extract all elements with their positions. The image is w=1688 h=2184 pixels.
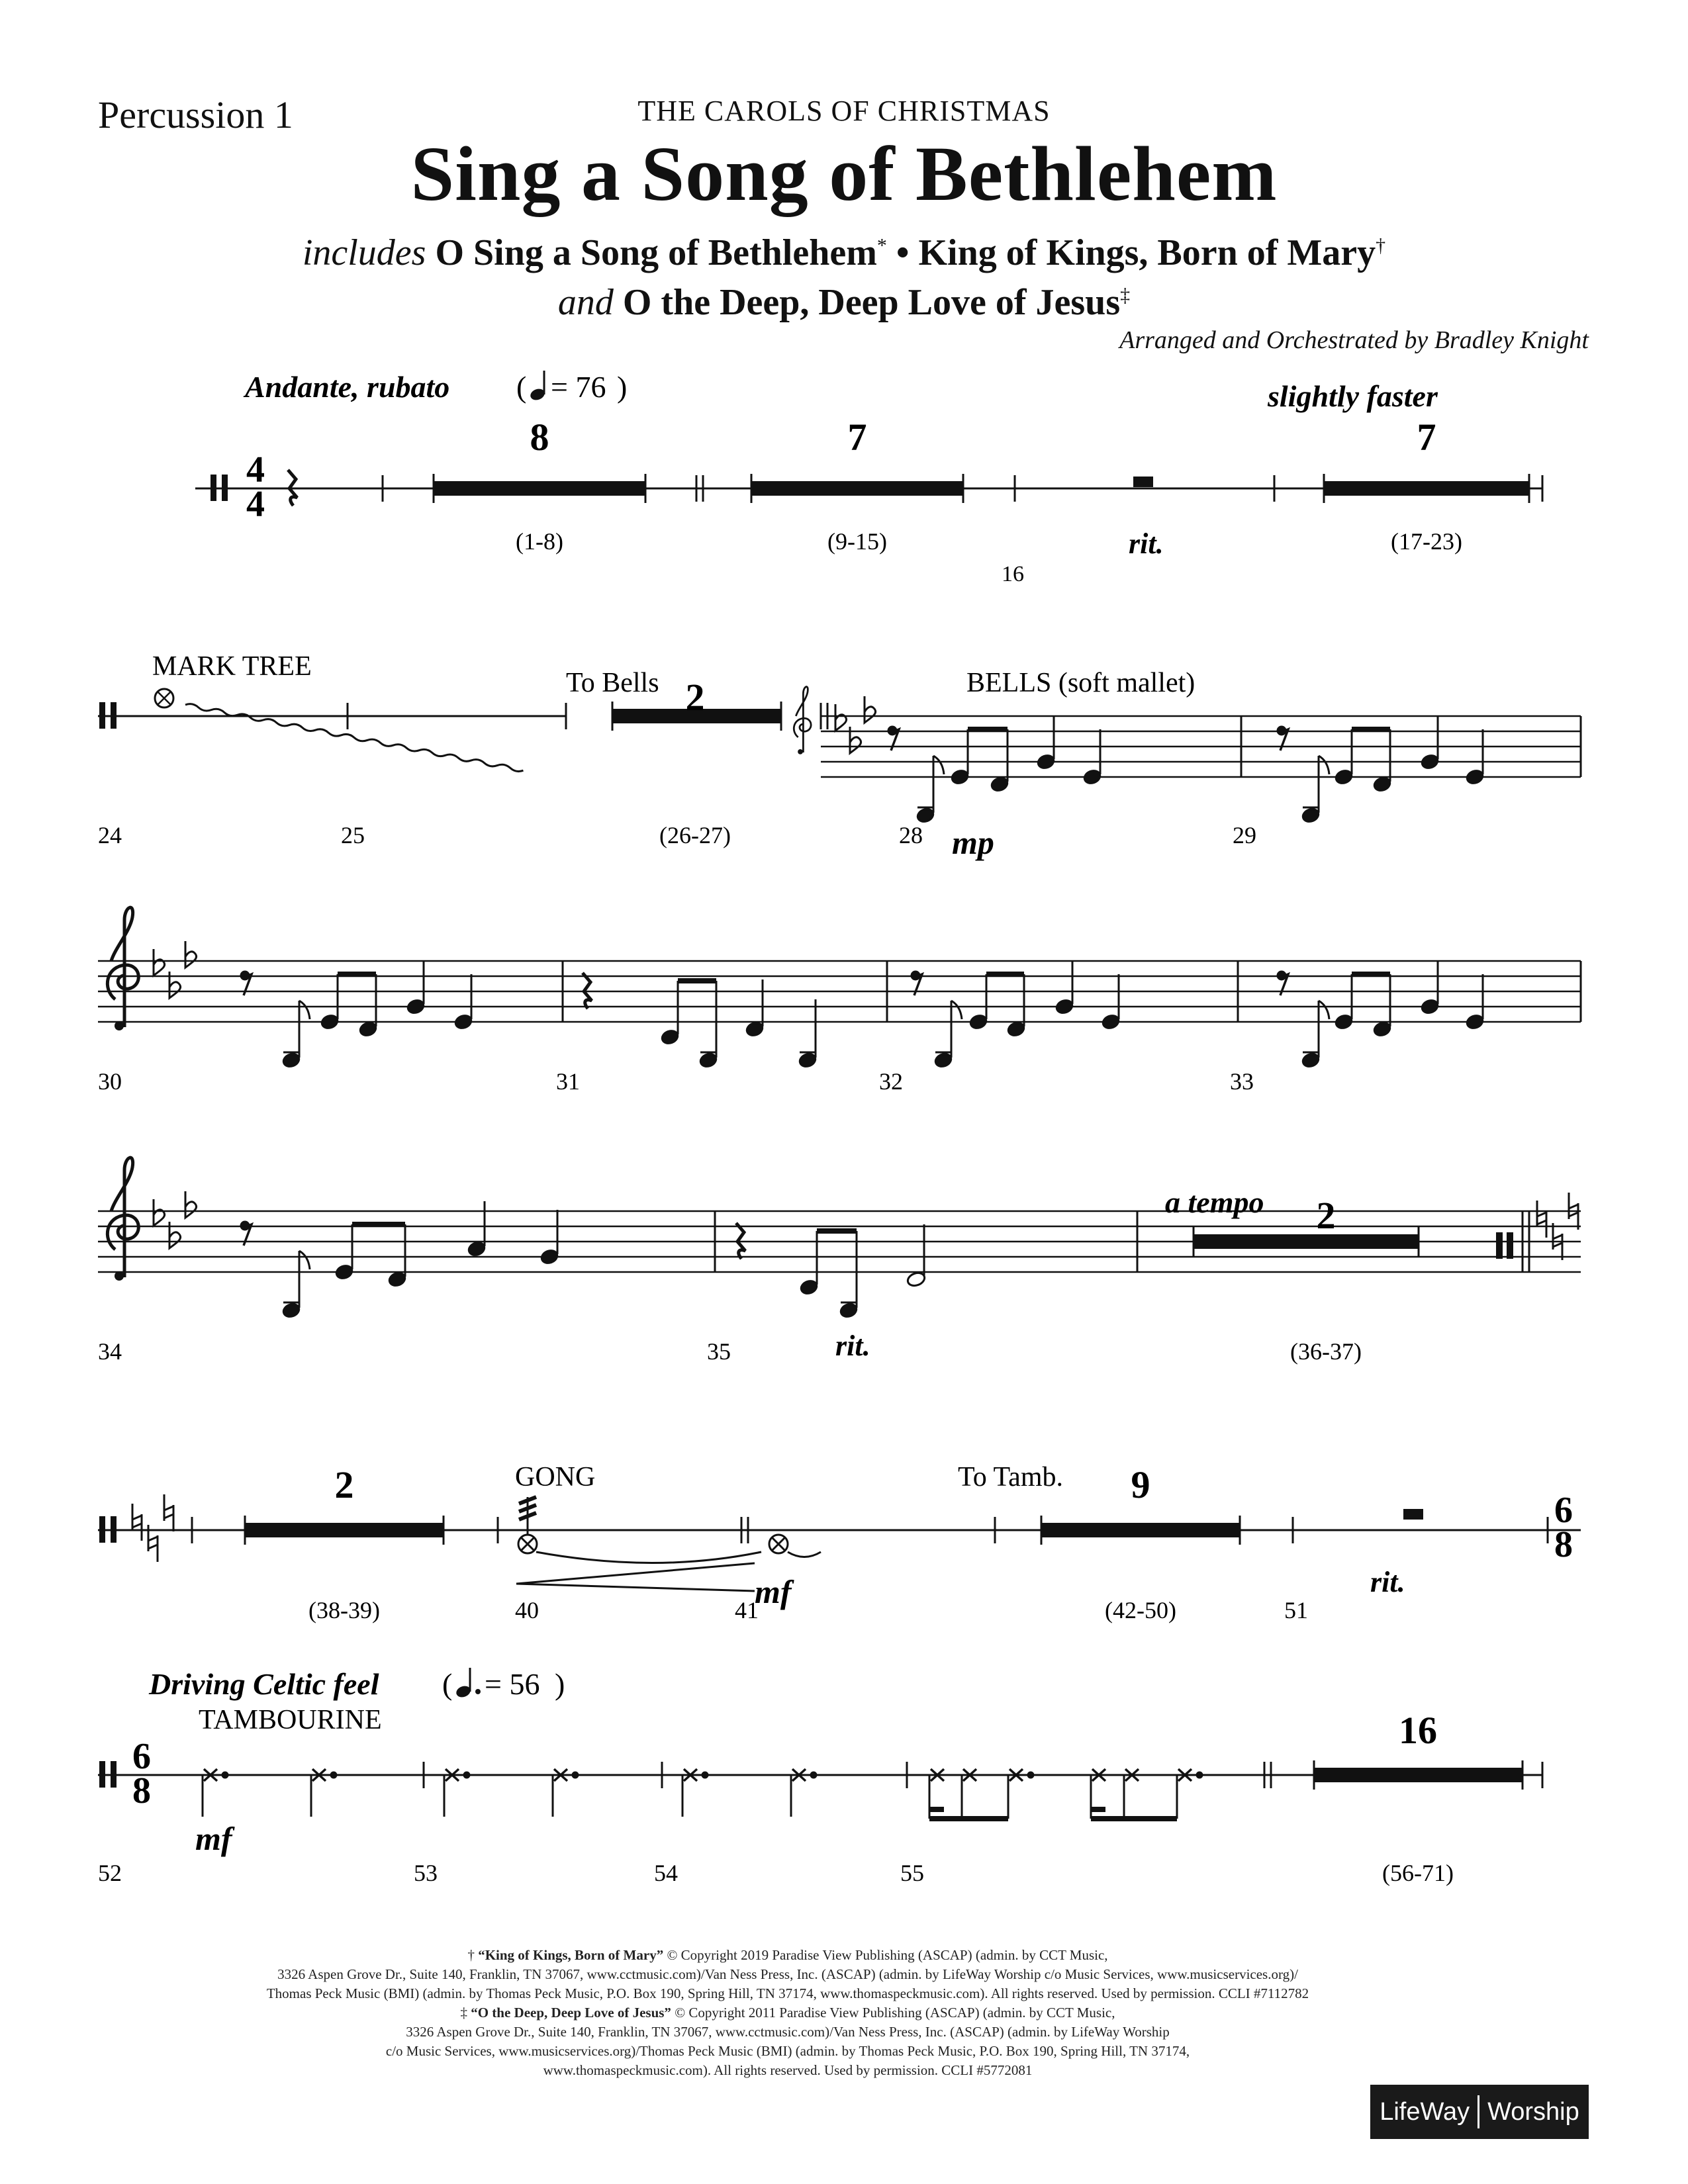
rest-count: 7 — [847, 416, 867, 459]
rit-marking: rit. — [835, 1330, 870, 1362]
footer-mark: † — [467, 1947, 479, 1963]
footer-song-title: “King of Kings, Born of Mary” — [478, 1947, 664, 1963]
measure-number: 54 — [654, 1860, 678, 1886]
tempo-marking-andante: Andante, rubato — [245, 370, 450, 404]
staff-system-3 — [98, 961, 1581, 1022]
multi-rest-bar — [1324, 481, 1529, 496]
footer-line: Thomas Peck Music (BMI) (admin. by Thomas Peck Music, P.O. Box 190, Spring Hill, TN 37174, www.thomaspeckmusic.com). All rights reserved. Used by permission. CCLI #7112782 — [266, 1985, 1309, 2001]
measure-number: 31 — [556, 1068, 580, 1095]
measure-54-notes — [682, 1769, 816, 1817]
flat-icon — [154, 949, 165, 976]
tempo-driving-celtic: Driving Celtic feel — [149, 1667, 379, 1701]
instrument-to-bells: To Bells — [566, 668, 659, 698]
measure-53-notes — [444, 1769, 578, 1817]
song-2-title: King of Kings, Born of Mary — [918, 232, 1376, 273]
tempo-a-tempo: a tempo — [1165, 1185, 1264, 1219]
footer-line: www.thomaspeckmusic.com). All rights reserved. Used by permission. CCLI #5772081 — [543, 2062, 1033, 2078]
footer-text: © Copyright 2011 Paradise View Publishing (ASCAP) (admin. by CCT Music, — [671, 2005, 1115, 2021]
natural-icon — [1537, 1201, 1546, 1238]
time-sig-top: 6 — [1554, 1490, 1573, 1531]
page-title: Sing a Song of Bethlehem — [410, 130, 1278, 217]
logo-divider — [1477, 2095, 1479, 2128]
measure-number: 51 — [1284, 1597, 1308, 1623]
treble-clef-icon — [107, 907, 138, 1030]
footer-line: 3326 Aspen Grove Dr., Suite 140, Franklin, TN 37067, www.cctmusic.com)/Van Ness Press, Inc. (ASCAP) (admin. by LifeWay Worship — [406, 2024, 1170, 2040]
tempo-paren-open: ( — [516, 370, 527, 404]
measure-number: 16 — [1002, 562, 1024, 586]
rest-range: (26-27) — [659, 822, 731, 848]
tempo-paren-open: ( — [442, 1667, 453, 1701]
footer-mark: ‡ — [460, 2005, 471, 2021]
measure-number: 33 — [1230, 1068, 1254, 1095]
multi-rest-bar — [751, 481, 963, 496]
song-2-mark: † — [1376, 234, 1386, 257]
includes-word: includes — [302, 232, 426, 273]
rest-range: (38-39) — [308, 1597, 380, 1623]
measure-31-notes — [583, 973, 817, 1069]
bullet: • — [896, 232, 910, 273]
multi-rest-bar — [1194, 1234, 1419, 1249]
rit-marking: rit. — [1129, 527, 1164, 560]
rest-count: 16 — [1399, 1709, 1437, 1752]
rest-range: (42-50) — [1105, 1597, 1176, 1623]
publisher-logo — [1370, 2085, 1589, 2139]
measure-35-notes — [736, 1223, 926, 1319]
part-name: Percussion 1 — [98, 93, 293, 136]
footer-line — [159, 1946, 1417, 1965]
rest-count: 2 — [1316, 1194, 1336, 1237]
crescendo-hairpin — [516, 1563, 755, 1591]
instrument-bells: BELLS (soft mallet) — [966, 668, 1196, 698]
measure-number: 29 — [1233, 822, 1256, 848]
measure-number: 24 — [98, 822, 122, 848]
multi-rest-bar — [1041, 1523, 1240, 1537]
series-title: THE CAROLS OF CHRISTMAS — [637, 95, 1051, 127]
measure-29-notes — [1278, 716, 1484, 824]
dynamic-mp: mp — [952, 824, 994, 861]
footer-line — [159, 2003, 1417, 2023]
rest-range: (1-8) — [516, 528, 563, 555]
multi-rest-bar — [245, 1523, 444, 1537]
song-3-mark: ‡ — [1120, 284, 1131, 306]
measure-number: 35 — [707, 1338, 731, 1365]
rest-count: 8 — [530, 416, 549, 459]
measure-52-notes — [203, 1769, 336, 1817]
measure-number: 32 — [879, 1068, 903, 1095]
flat-icon — [835, 704, 847, 731]
instrument-gong: GONG — [515, 1462, 596, 1492]
instrument-tambourine: TAMBOURINE — [199, 1705, 382, 1735]
tempo-slightly-faster: slightly faster — [1268, 379, 1438, 413]
measure-33-notes — [1278, 961, 1484, 1069]
rest-range: (17-23) — [1391, 528, 1462, 555]
multi-rest-bar — [434, 481, 645, 496]
flat-icon — [185, 1191, 197, 1218]
measure-number: 30 — [98, 1068, 122, 1095]
logo-left-text: LifeWay — [1380, 2097, 1470, 2126]
natural-icon — [132, 1504, 142, 1541]
instrument-to-tamb: To Tamb. — [958, 1462, 1063, 1492]
measure-34-notes — [241, 1201, 559, 1319]
logo-right-text: Worship — [1487, 2097, 1579, 2126]
rest-range: (9-15) — [827, 528, 887, 555]
time-sig-bottom: 8 — [132, 1770, 151, 1811]
arranger-credit: Arranged and Orchestrated by Bradley Knight — [1119, 326, 1589, 354]
whole-rest-icon — [1133, 477, 1153, 487]
flat-icon — [185, 941, 197, 968]
rest-count: 2 — [685, 676, 705, 719]
whole-rest-icon — [1403, 1509, 1423, 1520]
instrument-mark-tree: MARK TREE — [152, 651, 312, 682]
measure-number: 41 — [735, 1597, 759, 1623]
rest-count: 2 — [334, 1463, 354, 1506]
song-1-title: O Sing a Song of Bethlehem — [435, 232, 877, 273]
measure-number: 25 — [341, 822, 365, 848]
copyright-footer — [159, 1946, 1417, 2080]
percussion-clef-change-icon — [1496, 1232, 1503, 1259]
glissando-wavy-line — [185, 703, 524, 772]
natural-icon — [164, 1494, 173, 1531]
measure-number: 40 — [515, 1597, 539, 1623]
measure-number: 28 — [899, 822, 923, 848]
rest-range: (56-71) — [1382, 1860, 1454, 1886]
time-sig-bottom: 4 — [246, 484, 265, 525]
measure-30-notes — [241, 961, 473, 1069]
measure-32-notes — [912, 961, 1120, 1069]
song-1-mark: * — [876, 234, 887, 257]
treble-clef-icon — [107, 1158, 138, 1281]
measure-number: 53 — [414, 1860, 438, 1886]
rest-range: (36-37) — [1290, 1338, 1362, 1365]
tempo-bpm-2: = 56 — [485, 1667, 540, 1701]
time-sig-top: 4 — [246, 449, 265, 490]
and-word: and — [557, 282, 614, 323]
rest-count: 9 — [1131, 1463, 1150, 1506]
flat-icon — [154, 1199, 165, 1226]
multi-rest-bar — [1314, 1768, 1523, 1782]
dynamic-mf: mf — [755, 1573, 792, 1610]
measure-number: 55 — [900, 1860, 924, 1886]
tempo-bpm-1: = 76 — [551, 370, 606, 404]
measure-number: 52 — [98, 1860, 122, 1886]
measure-number: 34 — [98, 1338, 122, 1365]
footer-line: 3326 Aspen Grove Dr., Suite 140, Franklin, TN 37067, www.cctmusic.com)/Van Ness Press, Inc. (ASCAP) (admin. by LifeWay Worship c/o Music Services, www.musicservices.org)/ — [277, 1966, 1298, 1982]
staff-system-2b — [821, 716, 1581, 777]
time-sig-top: 6 — [132, 1736, 151, 1777]
tempo-paren-close: ) — [617, 370, 628, 404]
song-3-title: O the Deep, Deep Love of Jesus — [622, 282, 1121, 323]
time-sig-bottom: 8 — [1554, 1524, 1573, 1565]
footer-text: © Copyright 2019 Paradise View Publishing (ASCAP) (admin. by CCT Music, — [663, 1947, 1108, 1963]
measure-55-notes — [929, 1769, 1202, 1819]
cautionary-treble-clef-icon — [794, 687, 811, 754]
rit-marking: rit. — [1370, 1566, 1405, 1598]
footer-song-title: “O the Deep, Deep Love of Jesus” — [471, 2005, 671, 2021]
footer-line: c/o Music Services, www.musicservices.org)/Thomas Peck Music (BMI) (admin. by Thomas Peck Music, P.O. Box 190, Spring Hill, TN 37174, — [385, 2043, 1190, 2059]
rest-count: 7 — [1417, 416, 1436, 459]
dynamic-mf: mf — [195, 1820, 232, 1857]
flat-icon — [865, 696, 876, 723]
tempo-paren-close: ) — [555, 1667, 565, 1701]
measure-28-notes — [888, 716, 1102, 824]
gong-tie-note — [769, 1535, 821, 1557]
